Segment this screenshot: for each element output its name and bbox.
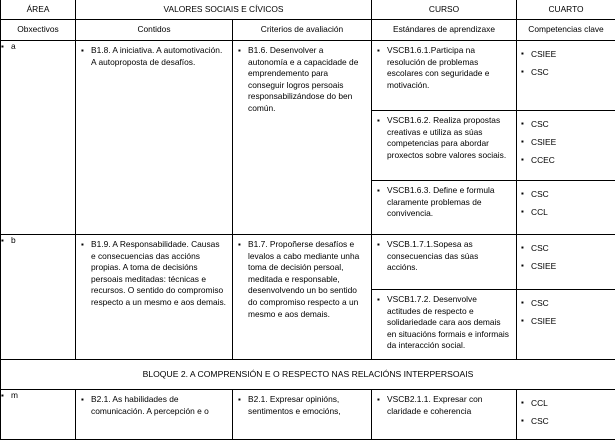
competence-item: ▪ CCEC [519, 153, 615, 169]
competence-item: ▪ CSIEE [519, 259, 615, 275]
standard-text: ▪ VSCB2.1.1. Expresar con claridade e coherencia [378, 394, 510, 417]
competence-item: ▪ CSC [519, 65, 615, 81]
competence-cell [517, 111, 615, 181]
content-text: ▪ B2.1. As habilidades de comunicación. A percepción e o [82, 394, 226, 417]
criterion-text: ▪ B1.6. Desenvolver a autonomía e a capacidade de emprendemento para conseguir logros persoais responsabilizándose do ben común. [239, 45, 365, 115]
competence-item: ▪ CSIEE [519, 47, 615, 63]
competence-item: ▪ CCL [519, 396, 615, 412]
standard-cell [372, 290, 517, 360]
values-header: VALORES SOCIAIS E CÍVICOS [76, 0, 372, 20]
competence-item: ▪ CSIEE [519, 135, 615, 151]
objective-cell [1, 390, 76, 440]
competence-cell [517, 181, 615, 235]
content-cell [76, 235, 233, 360]
standard-cell [372, 235, 517, 290]
table-row [1, 41, 615, 111]
criterion-cell [233, 41, 372, 235]
standard-text: ▪ VSCB1.6.2. Realiza propostas creativas e utiliza as súas competencias para abordar proxectos sobre valores sociais. [378, 115, 510, 161]
competence-cell [517, 290, 615, 360]
criteria-header: Criterios de avaliación [233, 20, 372, 41]
course-value: CUARTO [517, 0, 615, 20]
competences-header: Competencias clave [517, 20, 615, 41]
standard-text: ▪ VSCB1.6.1.Participa na resolución de problemas escolares con seguridade e motivación. [378, 45, 510, 91]
content-text: ▪ B1.8. A iniciativa. A automotivación. A autoproposta de desafíos. [82, 45, 226, 68]
course-header: CURSO [372, 0, 517, 20]
objective-cell [1, 235, 76, 360]
content-cell [76, 390, 233, 440]
standards-header: Estándares de aprendizaxe [372, 20, 517, 41]
column-header-row [1, 20, 615, 41]
standard-text: ▪ VSCB.1.7.1.Sopesa as consecuencias das súas accións. [378, 239, 510, 274]
criterion-cell [233, 390, 372, 440]
competence-item: ▪ CSC [519, 241, 615, 257]
area-header: ÁREA [1, 0, 76, 20]
competence-cell [517, 390, 615, 440]
competence-item: ▪ CSC [519, 296, 615, 312]
standard-cell [372, 181, 517, 235]
content-text: ▪ B1.9. A Responsabilidade. Causas e consecuencias das accións propias. A toma de decisións persoais meditadas: técnicas e recursos. O sentido do compromiso respecto a un mesmo e aos demais. [82, 239, 226, 309]
competence-item: ▪ CSIEE [519, 314, 615, 330]
objective-text: ▪ m [1, 390, 18, 402]
objective-text: ▪ b [1, 235, 16, 247]
standard-cell [372, 390, 517, 440]
standard-text: ▪ VSCB1.7.2. Desenvolve actitudes de respecto e solidariedade cara aos demais en situacións formais e informais da interacción social. [378, 294, 510, 352]
competence-cell [517, 41, 615, 111]
block-heading-row [1, 360, 615, 390]
competence-item: ▪ CSC [519, 187, 615, 203]
objective-cell [1, 41, 76, 235]
criterion-cell [233, 235, 372, 360]
standard-cell [372, 111, 517, 181]
competence-item: ▪ CSC [519, 414, 615, 430]
content-cell [76, 41, 233, 235]
competence-item: ▪ CSC [519, 117, 615, 133]
contents-header: Contidos [76, 20, 233, 41]
standard-text: ▪ VSCB1.6.3. Define e formula claramente problemas de convivencia. [378, 185, 510, 220]
header-row [1, 0, 615, 20]
standard-cell [372, 41, 517, 111]
criterion-text: ▪ B2.1. Expresar opinións, sentimentos e emocións, [239, 394, 365, 417]
table-row [1, 390, 615, 440]
objective-text: ▪ a [1, 41, 16, 53]
objectives-header: Obxectivos [1, 20, 76, 41]
competence-cell [517, 235, 615, 290]
criterion-text: ▪ B1.7. Propoñerse desafíos e levalos a cabo mediante unha toma de decisión persoal, meditada e responsable, desenvolvendo un bo sentido do compromiso respecto a un mesmo e aos demais. [239, 239, 365, 320]
competence-item: ▪ CCL [519, 205, 615, 221]
block-heading: BLOQUE 2. A COMPRENSIÓN E O RESPECTO NAS RELACIÓNS INTERPERSOAIS [1, 360, 615, 390]
table-row [1, 235, 615, 290]
